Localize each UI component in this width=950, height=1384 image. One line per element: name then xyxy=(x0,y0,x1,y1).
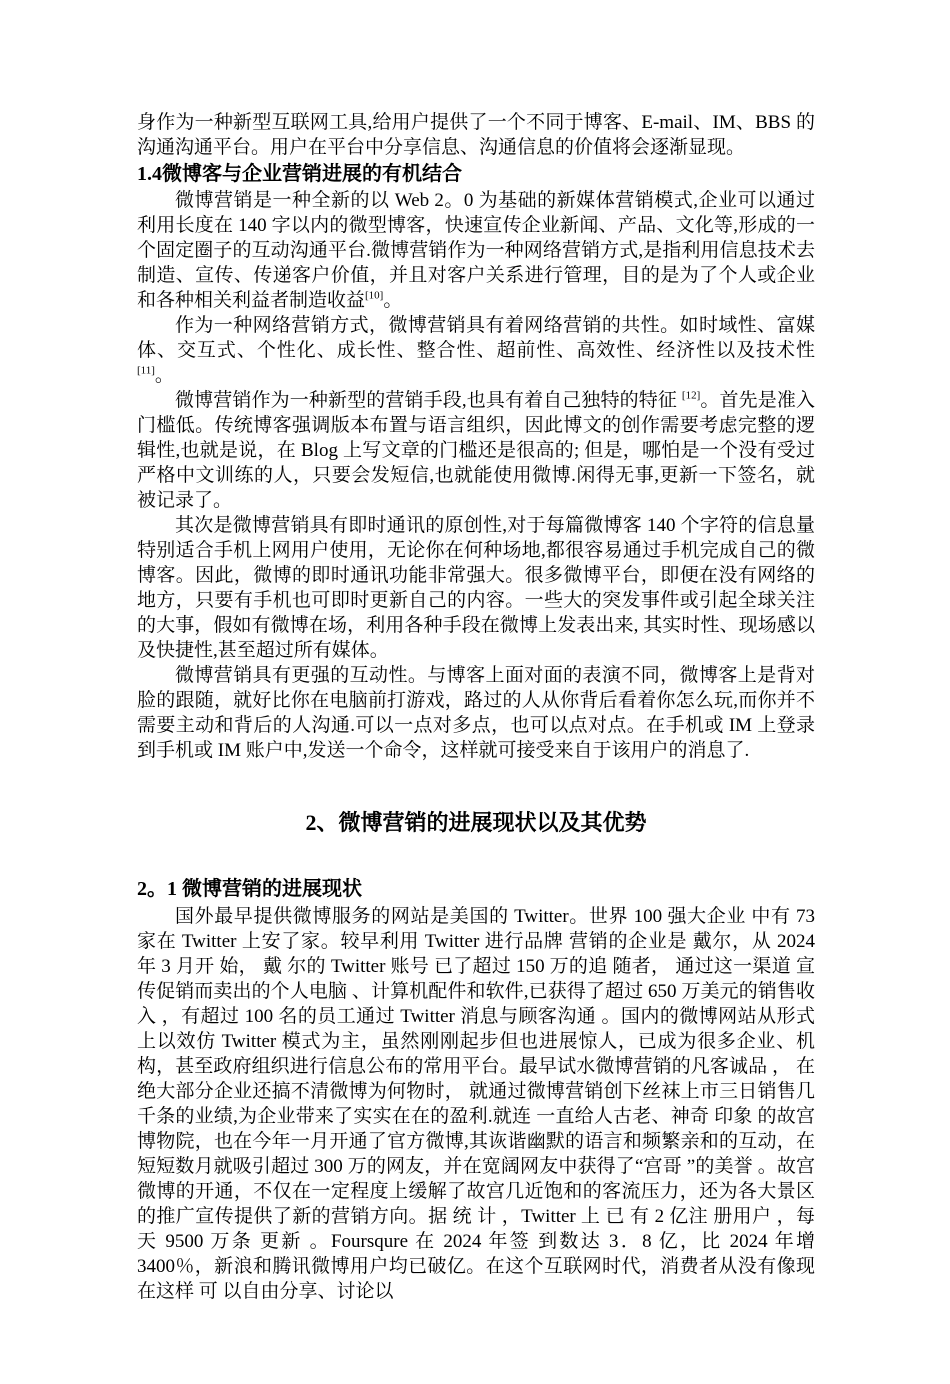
footnote-ref-11: [11] xyxy=(137,364,155,377)
paragraph-text: 。 xyxy=(154,365,174,386)
paragraph-instant-messaging: 其次是微博营销具有即时通讯的原创性,对于每篇微博客 140 个字符的信息量特别适合手机上网用户使用，无论你在何种场地,都很容易通过手机完成自己的微博客。因此，微博的即时通讯功能非常强大。很多微博平台，即便在没有网络的地方，只要有手机也可即时更新自己的内容。一些大的突发事件或引起全球关注的大事，假如有微博在场，利用各种手段在微博上发表出来, 其实时性、现场感以及快捷性,甚至超过所有媒体。 xyxy=(137,515,815,661)
footnote-ref-12: [12] xyxy=(681,389,701,402)
paragraph-text: 微博营销是一种全新的以 Web 2。0 为基础的新媒体营销模式,企业可以通过利用长度在 140 字以内的微型博客，快速宣传企业新闻、产品、文化等,形成的一个固定圈子的互动沟通平台.微博营销作为一种网络营销方式,是指利用信息技术去制造、宣传、传递客户价值，并且对客户关系进行管理，目的是为了个人或企业和各种相关利益者制造收益 xyxy=(137,190,815,311)
paragraph-text: 。首先是准入门槛低。传统博客强调版本布置与语言组织，因此博文的创作需要考虑完整的逻辑性,也就是说，在 Blog 上写文章的门槛还是很高的; 但是，哪怕是一个没有受过严格中文训练的人，只要会发短信,也就能使用微博.闲得无事,更新一下签名，就被记录了。 xyxy=(137,390,815,511)
paragraph-text: 微博营销作为一种新型的营销手段,也具有着自己独特的特征 xyxy=(175,390,682,411)
paragraph-network-marketing-commonality xyxy=(137,313,815,388)
heading-section-1-4: 1.4微博客与企业营销进展的有机结合 xyxy=(137,163,462,185)
paragraph-intro-continuation: 身作为一种新型互联网工具,给用户提供了一个不同于博客、E-mail、IM、BBS 的沟通沟通平台。用户在平台中分享信息、沟通信息的价值将会逐渐显现。 xyxy=(137,112,815,158)
heading-section-2: 2、微博营销的进展现状以及其优势 xyxy=(305,810,647,835)
footnote-ref-10: [10] xyxy=(365,289,384,302)
paragraph-text: 作为一种网络营销方式，微博营销具有着网络营销的共性。如时域性、富媒体、交互式、个性化、成长性、整合性、超前性、高效性、经济性以及技术性 xyxy=(137,315,815,361)
paragraph-development-status: 国外最早提供微博服务的网站是美国的 Twitter。世界 100 强大企业 中有 73 家在 Twitter 上安了家。较早利用 Twitter 进行品牌 营销的企业是 戴尔，从 2024 年 3 月开 始， 戴 尔的 Twitter 账号 已了超过 150 万的追 随者， 通过这一渠道 宣传促销而卖出的个人电脑 、计算机配件和软件,已获得了超过 650 万美元的销售收入 ，有超过 100 名的员工通过 Twitter 消息与顾客沟通 。国内的微博网站从形式上以效仿 Twitter 模式为主，虽然刚刚起步但也进展惊人，已成为很多企业、机构，甚至政府组织进行信息公布的常用平台。最早试水微博营销的凡客诚品 ， 在 绝大部分企业还搞不清微博为何物时， 就通过微博营销创下丝袜上市三日销售几千条的业绩,为企业带来了实实在在的盈利.就连 一直给人古老、神奇 印象 的故宫博物院，也在今年一月开通了官方微博,其诙谐幽默的语言和频繁亲和的互动，在短短数月就吸引超过 300 万的网友，并在宽阔网友中获得了“宫哥 ”的美誉 。故宫微博的开通，不仅在一定程度上缓解了故宫几近饱和的客流压力，还为各大景区的推广宣传提供了新的营销方向。据 统 计 ，Twitter 上 已 有 2 亿注 册用户 ，每天 9500 万条 更新 。Foursqure 在 2024 年签 到数达 3．8 亿，比 2024 年增 3400％，新浪和腾讯微博用户均已破亿。在这个互联网时代，消费者从没有像现在这样 可 以自由分享、讨论以 xyxy=(137,906,815,1302)
paragraph-text: 。 xyxy=(383,290,403,311)
heading-section-2-1: 2。1 微博营销的进展现状 xyxy=(137,878,362,900)
paragraph-weibo-marketing-definition xyxy=(137,188,815,313)
paragraph-unique-features xyxy=(137,388,815,513)
paragraph-interactivity: 微博营销具有更强的互动性。与博客上面对面的表演不同，微博客上是背对脸的跟随，就好比你在电脑前打游戏，路过的人从你背后看着你怎么玩,而你并不需要主动和背后的人沟通.可以一点对多点，也可以点对点。在手机或 IM 上登录到手机或 IM 账户中,发送一个命令，这样就可接受来自于该用户的消息了. xyxy=(137,665,815,761)
